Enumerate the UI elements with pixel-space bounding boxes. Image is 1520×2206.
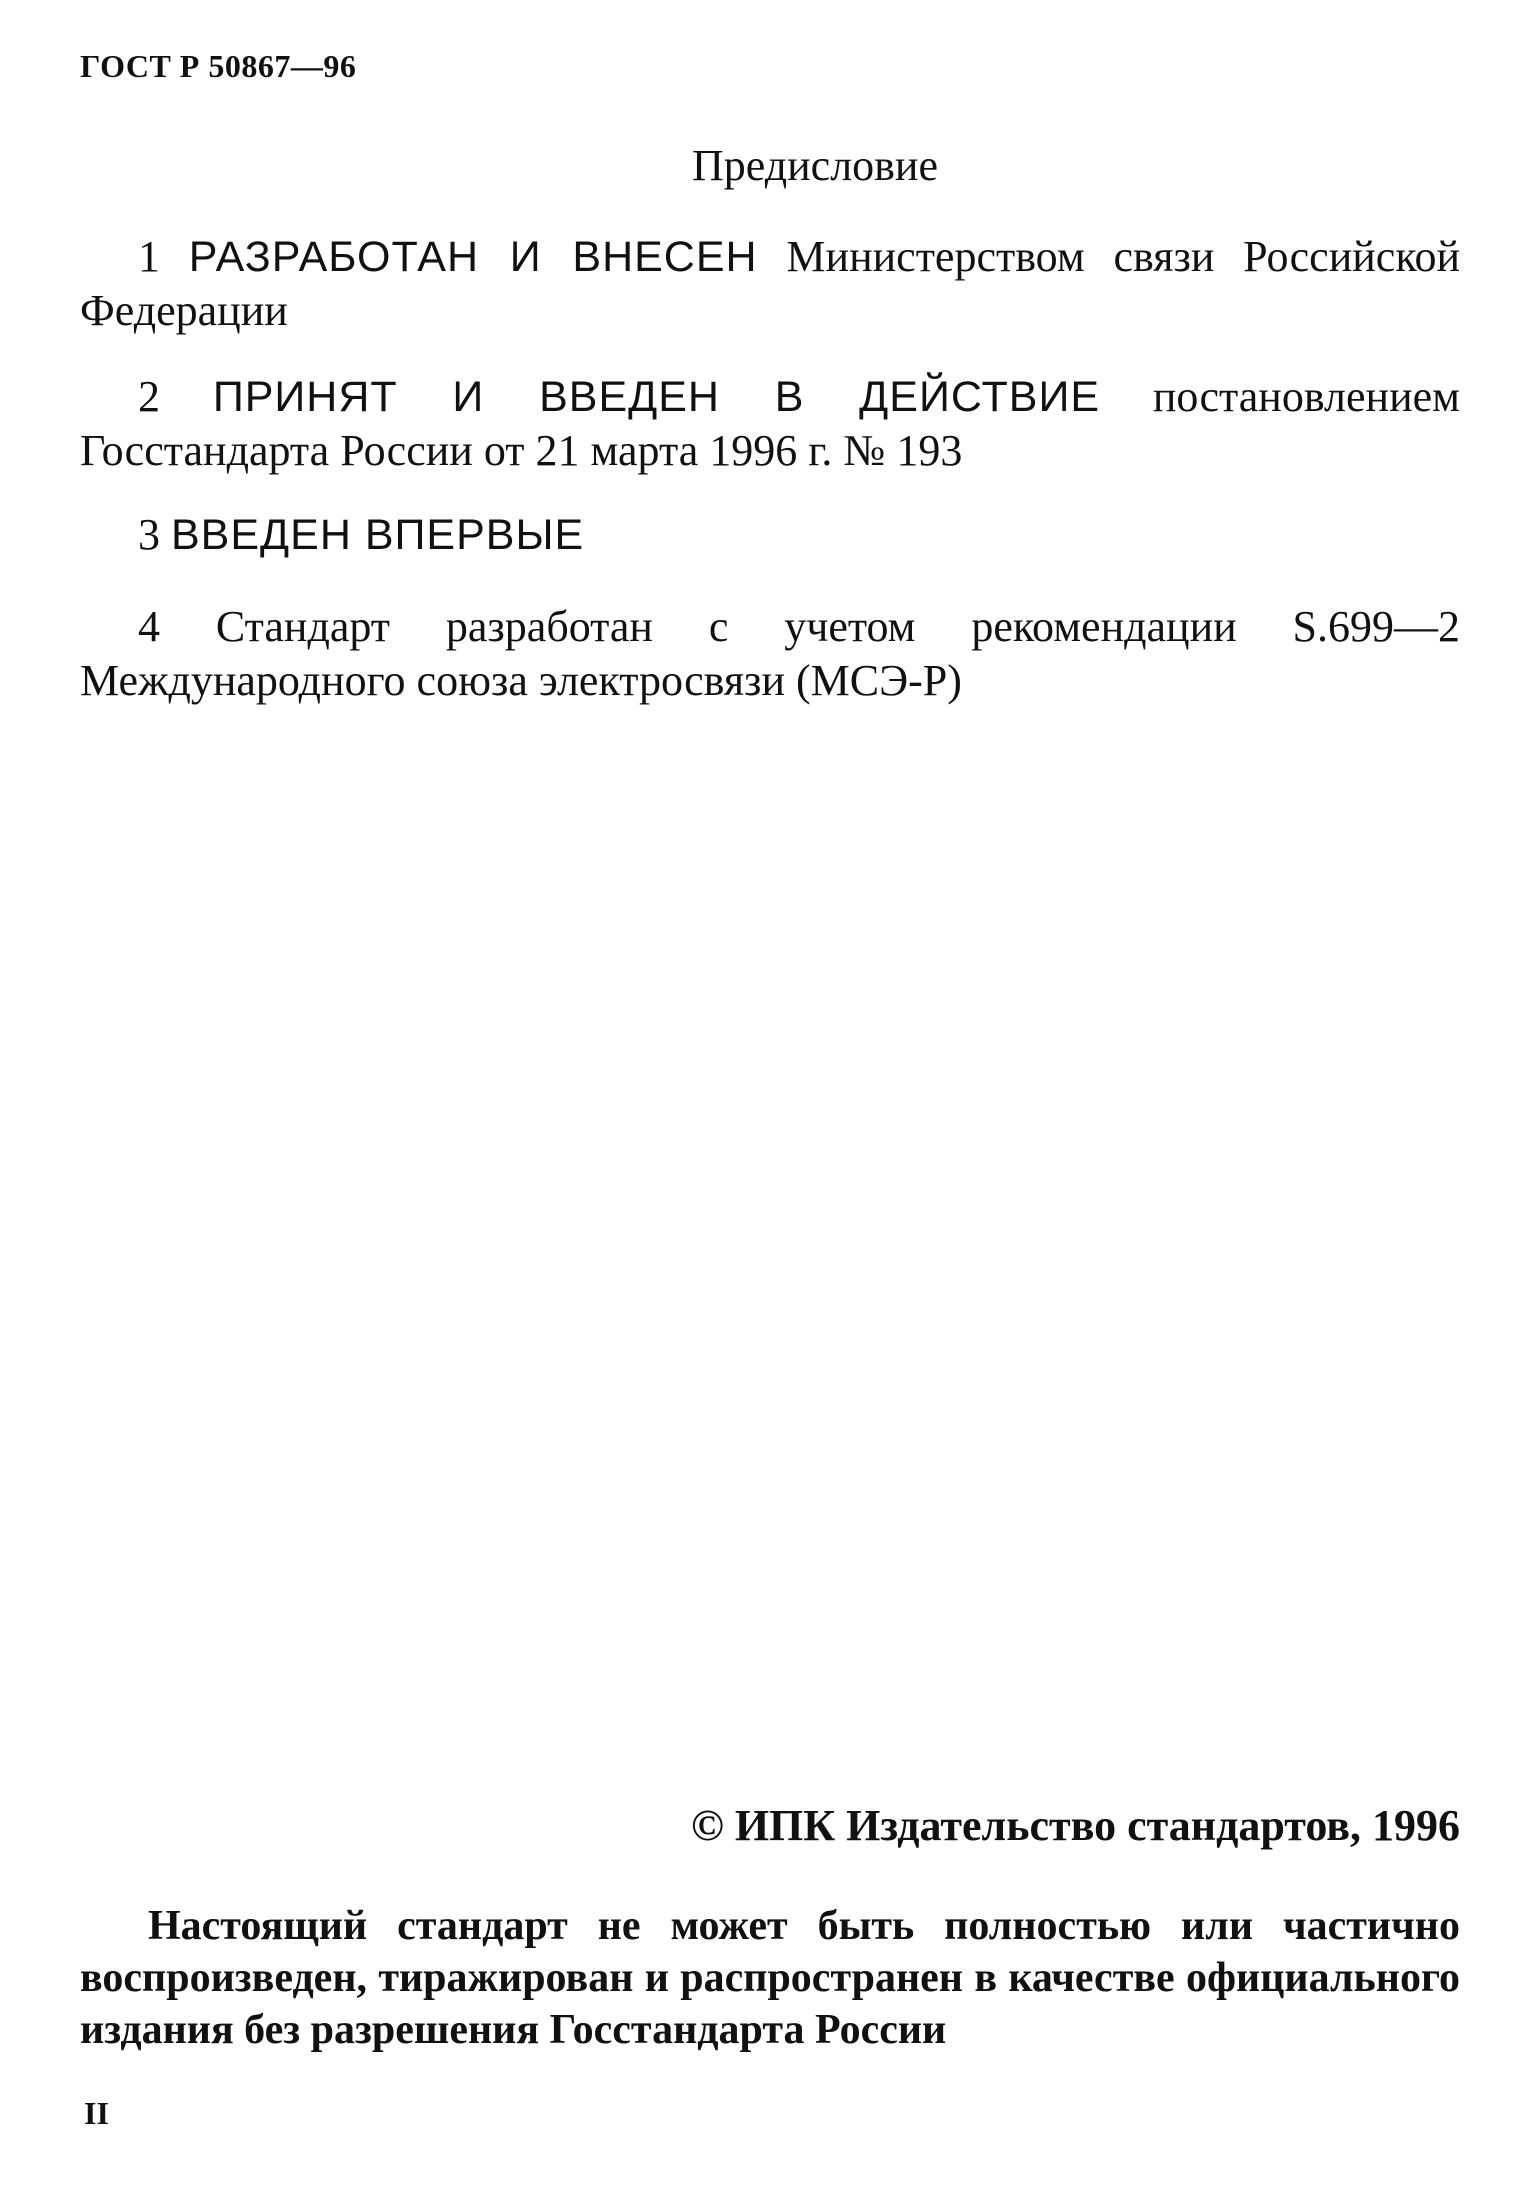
item-number: 1 (138, 232, 160, 281)
item-text: постановлением Госстандарта России от 21 марта 1996 г. № 193 (80, 372, 1460, 475)
item-caps: ПРИНЯТ И ВВЕДЕН В ДЕЙСТВИЕ (212, 373, 1101, 421)
standard-code: ГОСТ Р 50867—96 (80, 48, 357, 84)
foreword-item-3 (80, 508, 1460, 562)
copyright-notice (80, 1900, 1460, 2056)
item-number: 4 (138, 602, 160, 651)
foreword-item-4 (80, 600, 1460, 708)
foreword-item-2 (80, 370, 1460, 478)
item-text: Стандарт разработан с учетом рекомендации S.699—2 Международного союза электросвязи (МСЭ-Р) (80, 602, 1461, 705)
foreword-item-1 (80, 230, 1460, 338)
notice-text: Настоящий стандарт не может быть полностью или частично воспроизведен, тиражирован и распространен в качестве официального издания без разрешения Госстандарта России (80, 1903, 1460, 2053)
copyright-line: © ИПК Издательство стандартов, 1996 (690, 1801, 1460, 1850)
item-caps: ВВЕДЕН ВПЕРВЫЕ (171, 511, 585, 559)
item-number: 2 (138, 372, 160, 421)
item-number: 3 (138, 510, 160, 559)
item-text: Министерством связи Российской Федерации (80, 232, 1461, 335)
page-title: Предисловие (692, 141, 938, 190)
page-number: II (84, 2095, 109, 2131)
item-caps: РАЗРАБОТАН И ВНЕСЕН (188, 233, 758, 281)
